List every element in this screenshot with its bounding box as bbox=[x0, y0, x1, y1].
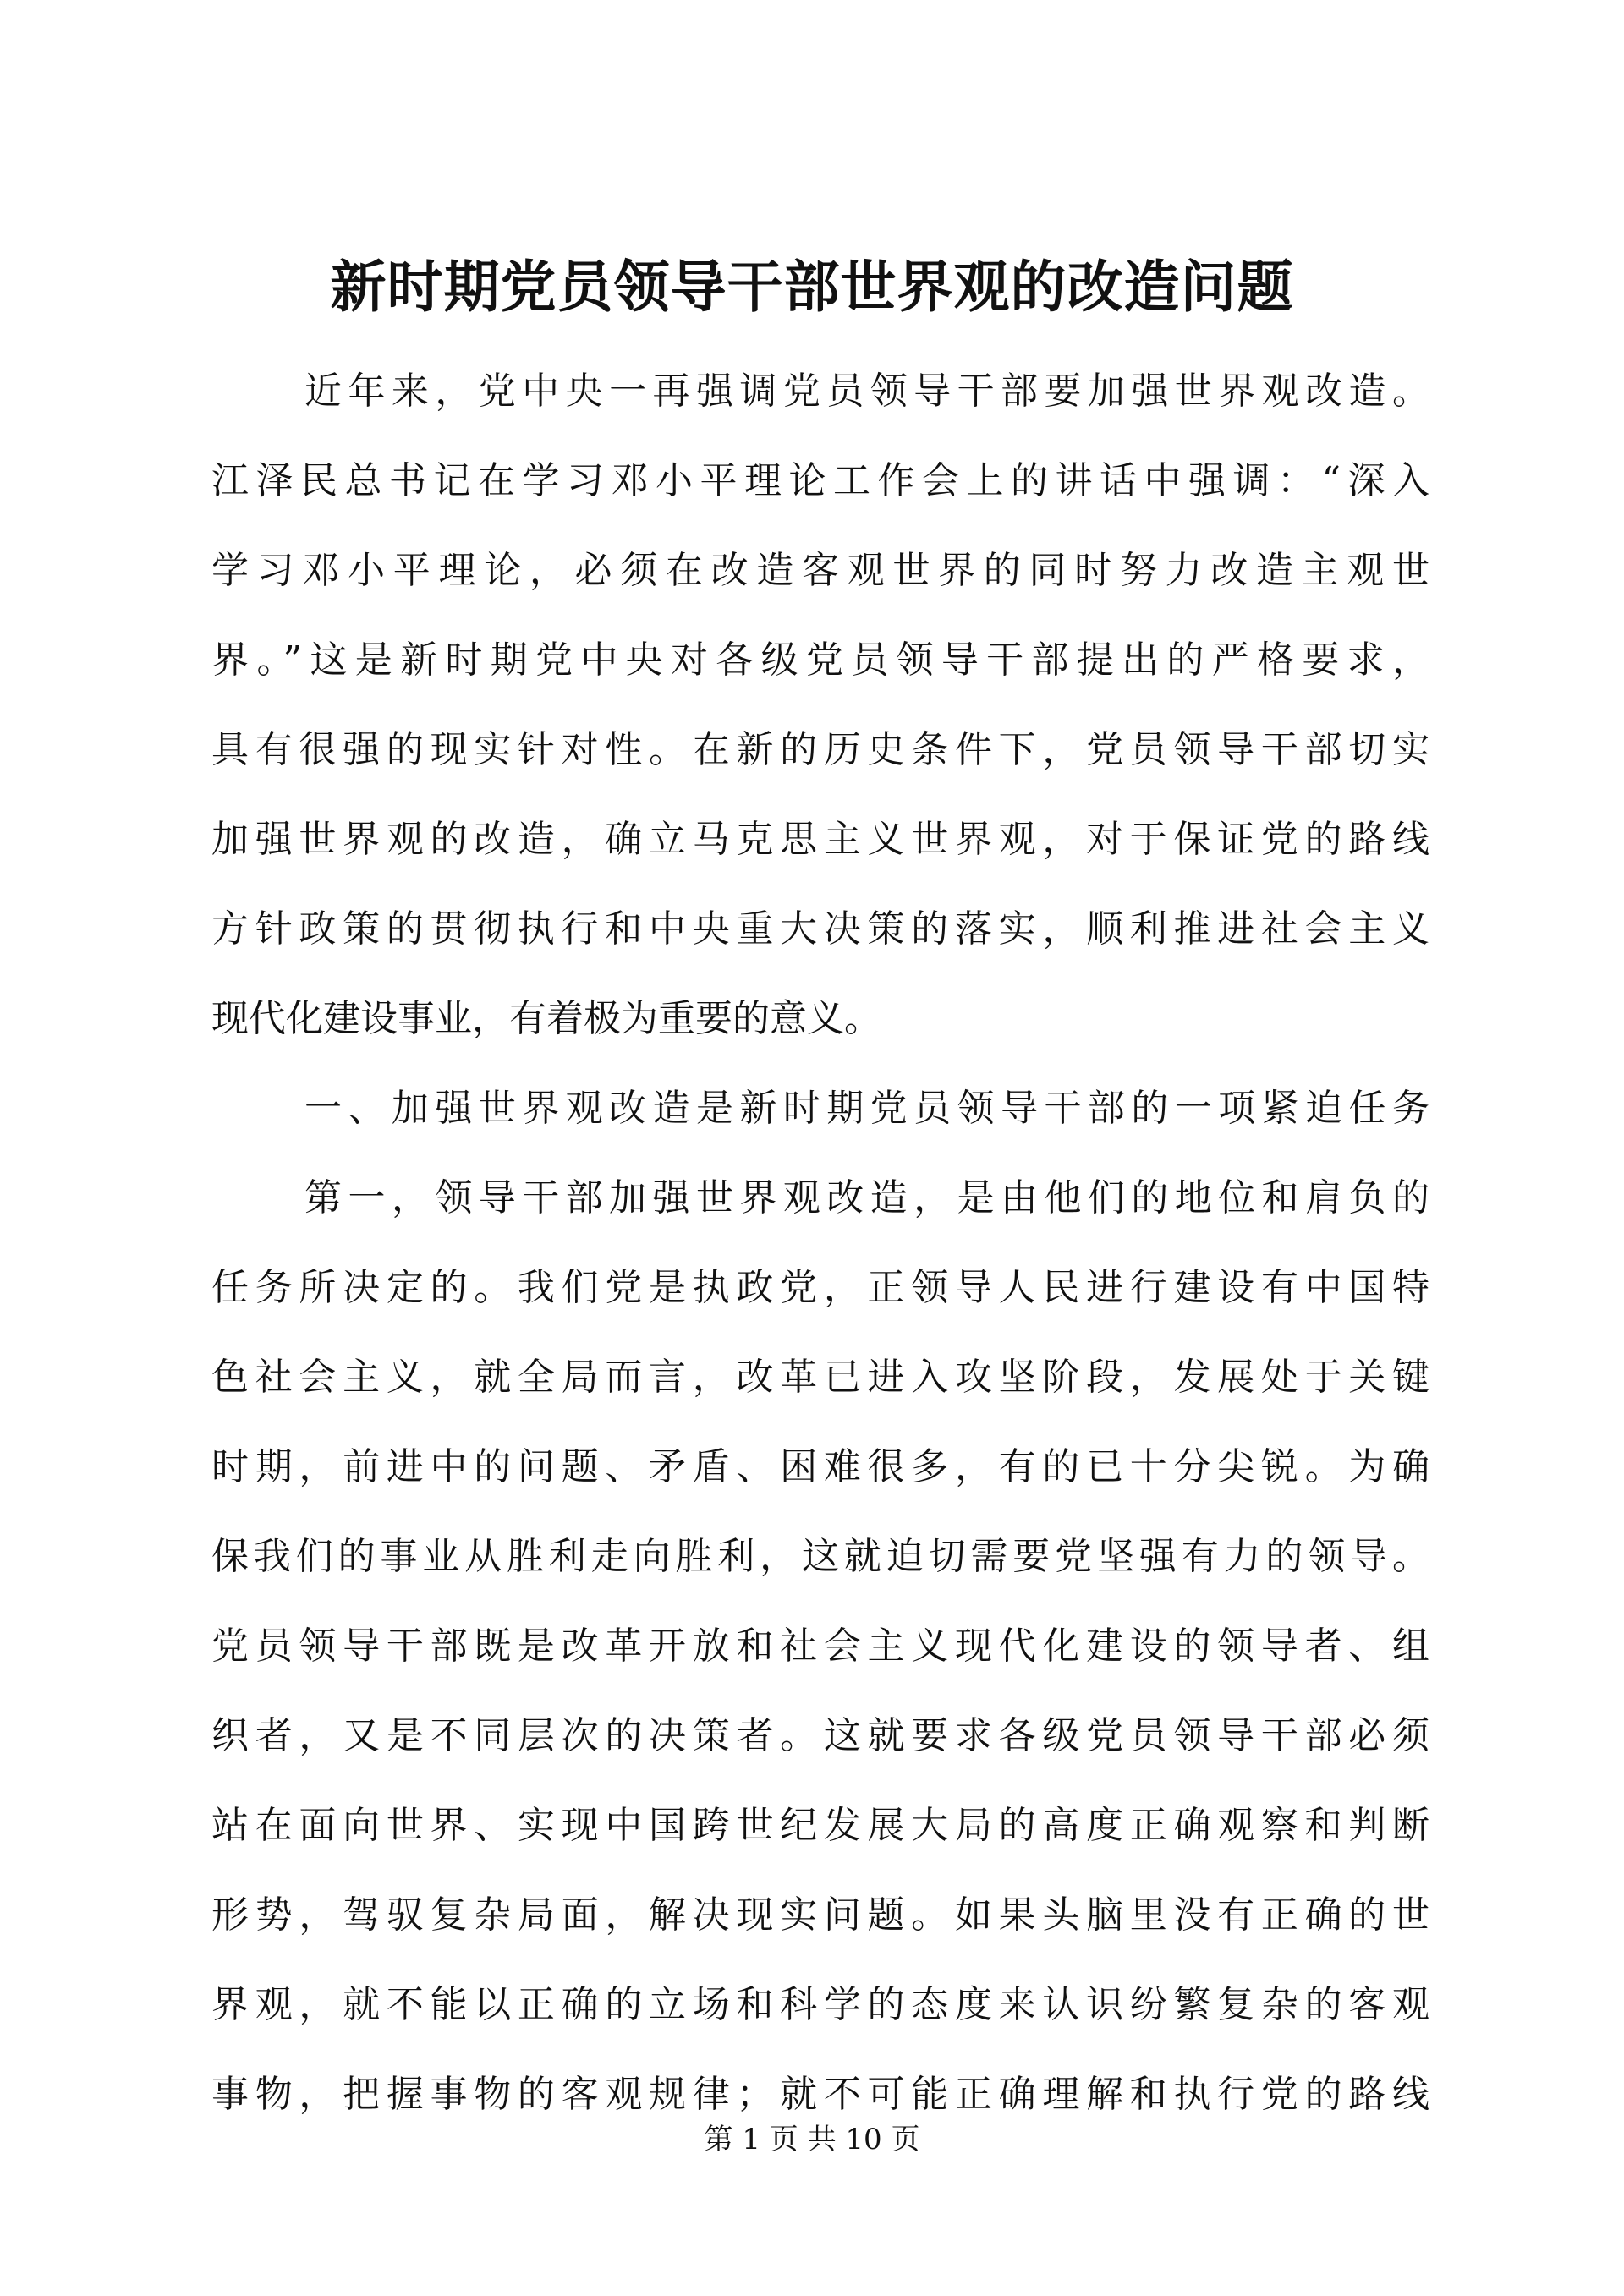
body-line: 第一，领导干部加强世界观改造，是由他们的地位和肩负的 bbox=[304, 1176, 1429, 1219]
body-line: 党员领导干部既是改革开放和社会主义现代化建设的领导者、组 bbox=[211, 1625, 1429, 1668]
page-number-footer: 第 1 页 共 10 页 bbox=[704, 2123, 920, 2156]
body-line: 近年来，党中央一再强调党员领导干部要加强世界观改造。 bbox=[304, 370, 1429, 413]
body-line: 织者，又是不同层次的决策者。这就要求各级党员领导干部必须 bbox=[211, 1714, 1429, 1757]
body-line: 界观，就不能以正确的立场和科学的态度来认识纷繁复杂的客观 bbox=[211, 1983, 1429, 2026]
body-line: 事物，把握事物的客观规律；就不可能正确理解和执行党的路线 bbox=[211, 2073, 1429, 2116]
body-line: 加强世界观的改造，确立马克思主义世界观，对于保证党的路线 bbox=[211, 818, 1429, 861]
body-line: 形势，驾驭复杂局面，解决现实问题。如果头脑里没有正确的世 bbox=[211, 1893, 1429, 1937]
body-line: 江泽民总书记在学习邓小平理论工作会上的讲话中强调：“深入 bbox=[211, 459, 1429, 502]
section-heading: 一、加强世界观改造是新时期党员领导干部的一项紧迫任务 bbox=[304, 1087, 1429, 1130]
body-line: 站在面向世界、实现中国跨世纪发展大局的高度正确观察和判断 bbox=[211, 1804, 1429, 1847]
document-body bbox=[211, 347, 1429, 2140]
body-line: 界。”这是新时期党中央对各级党员领导干部提出的严格要求， bbox=[211, 638, 1429, 682]
body-line: 现代化建设事业，有着极为重要的意义。 bbox=[211, 997, 881, 1040]
body-line: 色社会主义，就全局而言，改革已进入攻坚阶段，发展处于关键 bbox=[211, 1356, 1429, 1399]
document-title: 新时期党员领导干部世界观的改造问题 bbox=[330, 254, 1294, 320]
body-line: 方针政策的贯彻执行和中央重大决策的落实，顺利推进社会主义 bbox=[211, 907, 1429, 951]
body-line: 保我们的事业从胜利走向胜利，这就迫切需要党坚强有力的领导。 bbox=[211, 1535, 1429, 1578]
body-line: 任务所决定的。我们党是执政党，正领导人民进行建设有中国特 bbox=[211, 1266, 1429, 1309]
body-line: 具有很强的现实针对性。在新的历史条件下，党员领导干部切实 bbox=[211, 728, 1429, 771]
body-line: 时期，前进中的问题、矛盾、困难很多，有的已十分尖锐。为确 bbox=[211, 1445, 1429, 1488]
body-line: 学习邓小平理论，必须在改造客观世界的同时努力改造主观世 bbox=[211, 549, 1429, 592]
